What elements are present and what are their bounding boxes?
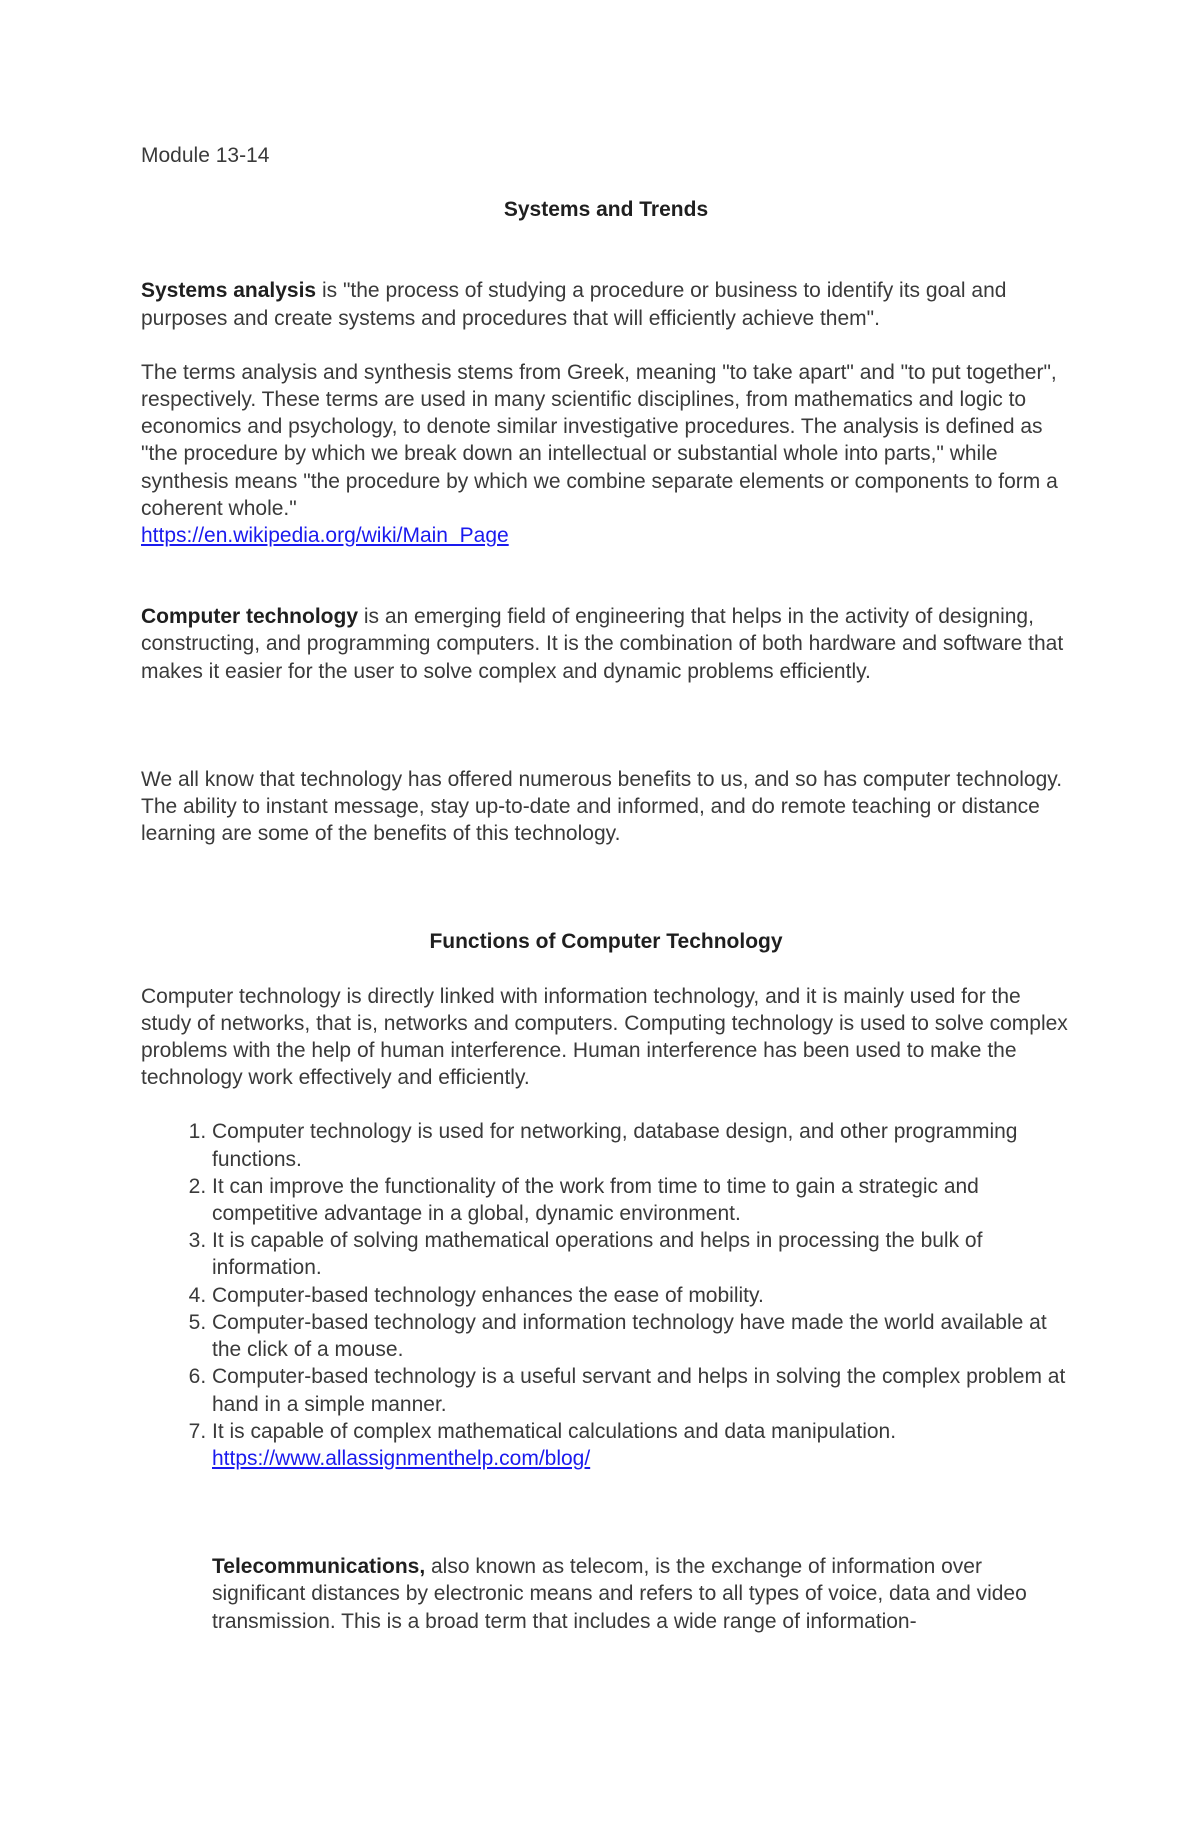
analysis-synthesis-text: The terms analysis and synthesis stems from Greek, meaning "to take apart" and "to put together", respectively. These terms are used in many scientific disciplines, from mathematics and logic to economics and psychology, to denote similar investigative procedures. The analysis is defined as "the procedure by which we break down an intellectual or substantial whole into parts," while synthesis means "the procedure by which we combine separate elements or components to form a coherent whole." (141, 360, 1058, 520)
list-item: 4. Computer-based technology enhances the ease of mobility. (212, 1282, 1071, 1309)
computer-technology-text: is an emerging field of engineering that helps in the activity of designing, constructing, and programming computers. It is the combination of both hardware and software that makes it easier for the user to solve complex and dynamic problems efficiently. (141, 605, 1064, 683)
systems-analysis-term: Systems analysis (141, 279, 317, 303)
module-label: Module 13-14 (141, 144, 270, 167)
benefits-paragraph: We all know that technology has offered numerous benefits to us, and so has computer technology. The ability to instant message, stay up-to-date and informed, and do remote teaching or distance learning are some of the benefits of this technology. (141, 767, 1063, 846)
document-page (141, 142, 1071, 1635)
list-item: 3. It is capable of solving mathematical operations and helps in processing the bulk of information. (212, 1227, 1071, 1281)
analysis-synthesis-paragraph (141, 359, 1071, 549)
computer-technology-paragraph (141, 603, 1071, 685)
list-item: 2. It can improve the functionality of the work from time to time to gain a strategic and competitive advantage in a global, dynamic environment. (212, 1173, 1071, 1227)
list-item: 6. Computer-based technology is a useful servant and helps in solving the complex problem at hand in a simple manner. (212, 1363, 1071, 1417)
functions-list (141, 1118, 1071, 1472)
functions-intro: Computer technology is directly linked with information technology, and it is mainly used for the study of networks, that is, networks and computers. Computing technology is used to solve complex problems with the help of human interference. Human interference has been used to make the technology work effectively and efficiently. (141, 984, 1068, 1090)
telecommunications-paragraph (141, 1553, 1071, 1635)
document-title: Systems and Trends (503, 198, 709, 222)
list-item: 5. Computer-based technology and information technology have made the world available at the click of a mouse. (212, 1309, 1071, 1363)
functions-heading: Functions of Computer Technology (429, 930, 783, 954)
allassignmenthelp-link[interactable]: https://www.allassignmenthelp.com/blog/ (212, 1446, 591, 1470)
systems-analysis-text: is "the process of studying a procedure or business to identify its goal and purposes and create systems and procedures that will efficiently achieve them". (141, 279, 1007, 330)
wikipedia-link[interactable]: https://en.wikipedia.org/wiki/Main_Page (141, 524, 509, 548)
systems-analysis-paragraph (141, 277, 1071, 331)
telecommunications-text: also known as telecom, is the exchange of information over significant distances by electronic means and refers to all types of voice, data and video transmission. This is a broad term that includes a wide range of information- (212, 1555, 1027, 1633)
telecommunications-term: Telecommunications, (212, 1555, 426, 1579)
list-item (212, 1418, 1071, 1472)
list-item: 1. Computer technology is used for networking, database design, and other programming functions. (212, 1118, 1071, 1172)
computer-technology-term: Computer technology (141, 605, 359, 629)
list-item-text: It is capable of complex mathematical calculations and data manipulation. (212, 1419, 897, 1443)
